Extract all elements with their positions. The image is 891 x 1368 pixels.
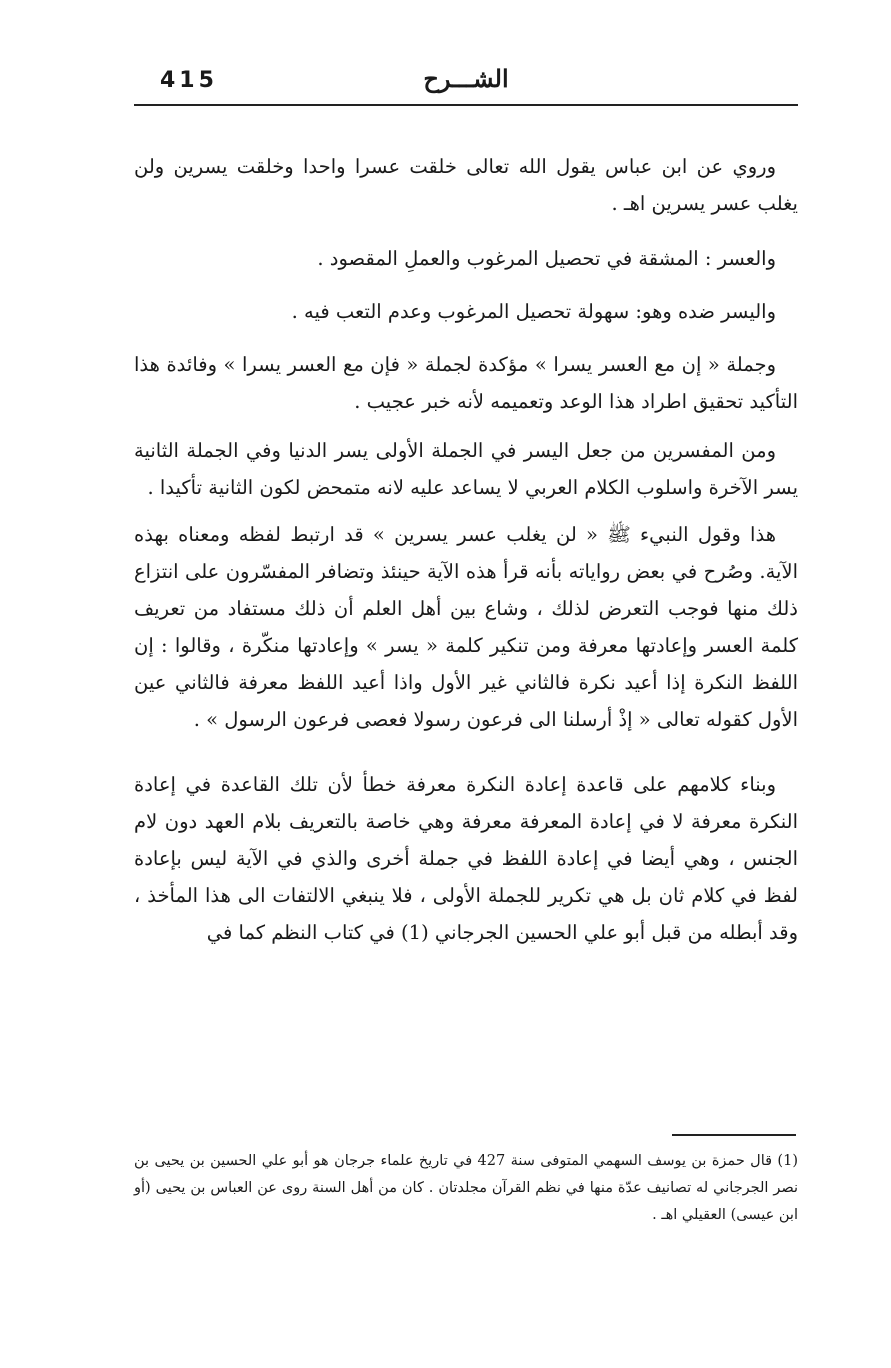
paragraph: هذا وقول النبيء ﷺ « لن يغلب عسر يسرين » قد ارتبط لفظه ومعناه بهذه الآية. وصُرح في بعض رواياته بأنه قرأ هذه الآية حينئذ وتضافر المفسّرون على انتزاع ذلك منها فوجب التعرض لذلك ، وشاع بين أهل العلم أن ذلك مستفاد من تعريف كلمة العسر وإعادتها معرفة ومن تنكير كلمة « يسر » وإعادتها منكّرة ، وقالوا : إن اللفظ النكرة إذا أعيد نكرة فالثاني غير الأول واذا أعيد اللفظ معرفة فالثاني عين الأول كقوله تعالى « إذْ أرسلنا الى فرعون رسولا فعصى فرعون الرسول » . [134,523,798,731]
footnote-text: (1) قال حمزة بن يوسف السهمي المتوفى سنة 427 في تاريخ علماء جرجان هو أبو علي الحسين بن يحيى بن نصر الجرجاني له تصانيف عدّة منها في نظم القرآن مجلدتان . كان من أهل السنة روى عن العباس بن يحيى (أو ابن عيسى) العقيلي اهـ . [134,1153,798,1223]
footnote-rule [672,1134,796,1136]
page-header [134,62,798,102]
main-text [134,148,798,979]
paragraph: والعسر : المشقة في تحصيل المرغوب والعملِ المقصود . [317,247,776,270]
paragraph: واليسر ضده وهو: سهولة تحصيل المرغوب وعدم التعب فيه . [291,300,776,323]
running-title: الشـــرح [423,64,509,93]
paragraph: وروي عن ابن عباس يقول الله تعالى خلقت عسرا واحدا وخلقت يسرين ولن يغلب عسر يسرين اهـ . [134,155,798,215]
paragraph: وبناء كلامهم على قاعدة إعادة النكرة معرفة خطأ لأن تلك القاعدة في إعادة النكرة معرفة لا في إعادة المعرفة معرفة وهي خاصة بالتعريف بلام العهد دون لام الجنس ، وهي أيضا في إعادة اللفظ في جملة أخرى والذي في الآية ليس بإعادة لفظ في كلام ثان بل هي تكرير للجملة الأولى ، فلا ينبغي الالتفات الى هذا المأخذ ، وقد أبطله من قبل أبو علي الحسين الجرجاني (1) في كتاب النظم كما في [134,773,798,944]
paragraph: ومن المفسرين من جعل اليسر في الجملة الأولى يسر الدنيا وفي الجملة الثانية يسر الآخرة واسلوب الكلام العربي لا يساعد عليه لانه متمحض لكون الثانية تأكيدا . [134,439,798,499]
footnote [134,1148,798,1229]
page-number: 415 [160,68,218,93]
header-rule [134,104,798,106]
paragraph: وجملة « إن مع العسر يسرا » مؤكدة لجملة « فإن مع العسر يسرا » وفائدة هذا التأكيد تحقيق اطراد هذا الوعد وتعميمه لأنه خبر عجيب . [134,353,798,413]
